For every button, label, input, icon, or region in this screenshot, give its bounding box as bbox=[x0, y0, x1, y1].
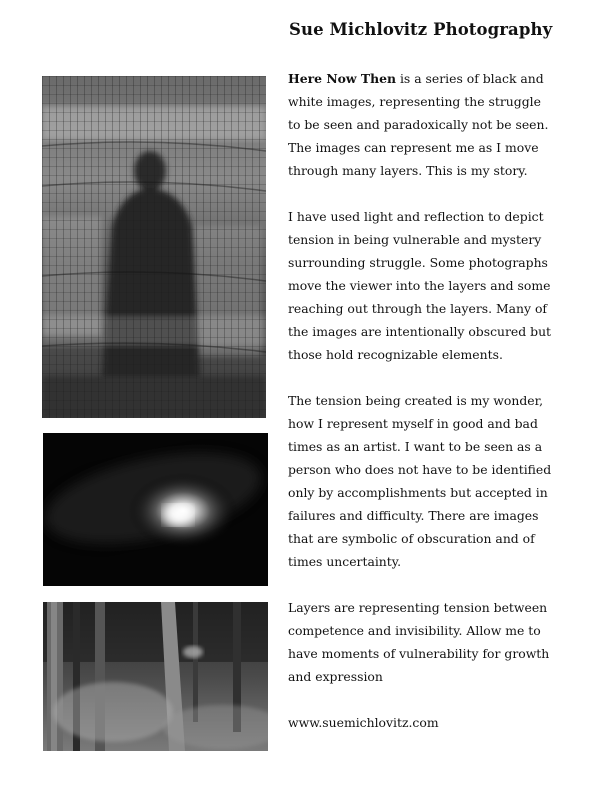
paragraph-line: white images, representing the struggle bbox=[288, 94, 541, 109]
paragraph-line: tension in being vulnerable and mystery bbox=[288, 232, 542, 247]
paragraph-line: I have used light and reflection to depict bbox=[288, 209, 544, 224]
paragraph-line: to be seen and paradoxically not be seen. bbox=[288, 117, 549, 132]
paragraph-intro bbox=[288, 67, 588, 182]
paragraph-line: only by accomplishments but accepted in bbox=[288, 485, 548, 500]
paragraph-layers bbox=[288, 596, 588, 688]
paragraph-line: surrounding struggle. Some photographs bbox=[288, 255, 548, 270]
paragraph-line: times as an artist. I want to be seen as a bbox=[288, 439, 543, 454]
paragraph-line: those hold recognizable elements. bbox=[288, 347, 503, 362]
page-title: Sue Michlovitz Photography bbox=[289, 20, 553, 39]
website-link[interactable]: www.suemichlovitz.com bbox=[288, 715, 439, 730]
paragraph-line: that are symbolic of obscuration and of bbox=[288, 531, 535, 546]
photo-light-burst bbox=[43, 433, 268, 586]
photo-forest bbox=[43, 602, 268, 751]
paragraph-line: Layers are representing tension between bbox=[288, 600, 548, 615]
paragraph-line: through many layers. This is my story. bbox=[288, 163, 528, 178]
paragraph-line: person who does not have to be identified bbox=[288, 462, 552, 477]
paragraph-line: times uncertainty. bbox=[288, 554, 402, 569]
paragraph-line: competence and invisibility. Allow me to bbox=[288, 623, 541, 638]
paragraph-line: The tension being created is my wonder, bbox=[288, 393, 544, 408]
paragraph-light-reflection bbox=[288, 205, 588, 366]
paragraph-line: how I represent myself in good and bad bbox=[288, 416, 538, 431]
photo-figure-behind-veil bbox=[42, 76, 266, 418]
paragraph-line: the images are intentionally obscured but bbox=[288, 324, 552, 339]
paragraph-line: reaching out through the layers. Many of bbox=[288, 301, 548, 316]
paragraph-tension bbox=[288, 389, 588, 573]
paragraph-line: failures and difficulty. There are images bbox=[288, 508, 539, 523]
paragraph-line: and expression bbox=[288, 669, 383, 684]
paragraph-line: Here Now Then is a series of black and bbox=[288, 71, 544, 86]
paragraph-line: The images can represent me as I move bbox=[288, 140, 539, 155]
paragraph-line: have moments of vulnerability for growth bbox=[288, 646, 550, 661]
series-title: Here Now Then bbox=[288, 71, 397, 86]
paragraph-line: move the viewer into the layers and some bbox=[288, 278, 551, 293]
